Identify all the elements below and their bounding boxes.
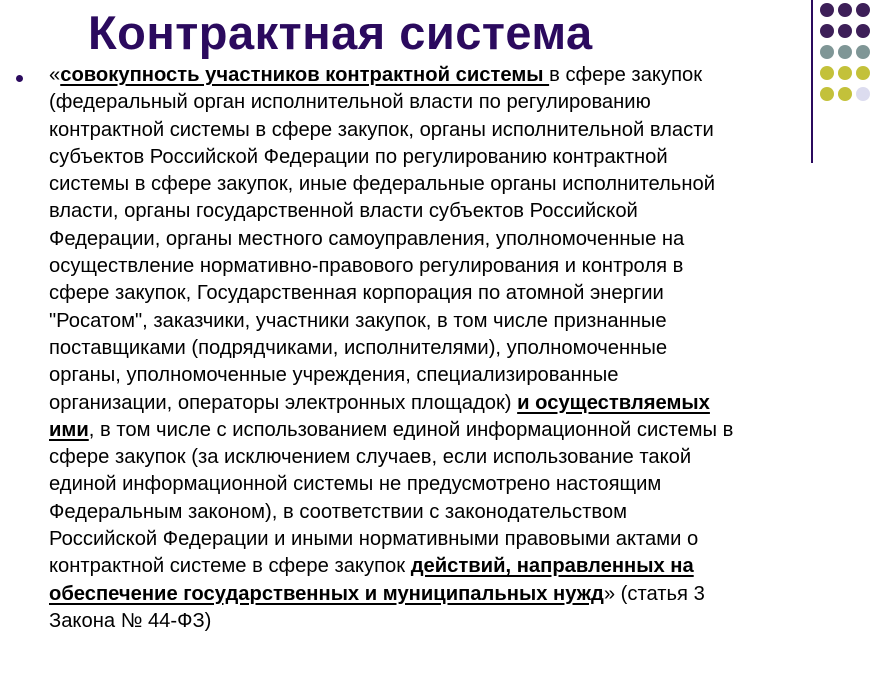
text-segment: Федеральным законом), в соответствии с законодательством (49, 500, 627, 523)
text-line (49, 89, 870, 116)
bullet-point-icon (16, 75, 23, 82)
text-segment: Закона № 44-ФЗ) (49, 609, 212, 632)
text-segment: поставщиками (подрядчиками, исполнителями), уполномоченные (49, 336, 668, 359)
text-line (49, 499, 870, 526)
decor-dot-purple (820, 3, 834, 17)
emphasized-phrase: обеспечение государственных и муниципальных нужд (49, 582, 604, 605)
text-segment: в сфере закупок (549, 64, 703, 86)
text-segment: « (49, 64, 61, 86)
text-line (49, 362, 870, 389)
text-line (49, 280, 870, 307)
text-segment: контрактной системе в сфере закупок (49, 555, 411, 578)
text-line (49, 62, 870, 89)
decor-dot-purple (838, 24, 852, 38)
decor-dot-purple (856, 24, 870, 38)
decor-dot-purple (838, 3, 852, 17)
text-segment: Российской Федерации и иными нормативными правовыми актами о (49, 528, 699, 551)
decor-dot-gray (838, 45, 852, 59)
text-segment: Федерации, органы местного самоуправления, уполномоченные на (49, 227, 685, 250)
text-line (49, 144, 870, 171)
text-line (49, 226, 870, 253)
text-line (49, 308, 870, 335)
text-line (49, 471, 870, 498)
decor-dot-gray (820, 45, 834, 59)
decor-dot-gray (856, 45, 870, 59)
text-segment: "Росатом", заказчики, участники закупок, в том числе признанные (49, 309, 667, 332)
text-segment: сфере закупок, Государственная корпорация по атомной энергии (49, 282, 664, 305)
emphasized-phrase: совокупность участников контрактной системы (60, 64, 550, 86)
emphasized-phrase: ими (49, 418, 89, 441)
text-line (49, 335, 870, 362)
decor-dot-purple (856, 3, 870, 17)
text-segment: организации, операторы электронных площадок) (49, 391, 518, 414)
text-segment: осуществление нормативно-правового регулирования и контроля в (49, 255, 684, 278)
text-segment: органы, уполномоченные учреждения, специализированные (49, 364, 619, 387)
text-segment: (федеральный орган исполнительной власти по регулированию (49, 91, 651, 114)
emphasized-phrase: и осуществляемых (517, 391, 710, 414)
emphasized-phrase: действий, направленных на (410, 555, 694, 578)
text-line (49, 444, 870, 471)
text-line (49, 526, 870, 553)
text-segment: единой информационной системы не предусмотрено настоящим (49, 473, 662, 496)
text-line (49, 417, 870, 444)
text-segment: системы в сфере закупок, иные федеральные органы исполнительной (49, 173, 715, 196)
text-line (49, 608, 870, 635)
text-segment: субъектов Российской Федерации по регулированию контрактной (49, 145, 668, 168)
text-segment: , в том числе с использованием единой информационной системы в (88, 418, 734, 441)
definition-text (49, 62, 870, 635)
text-segment: » (статья 3 (603, 582, 705, 605)
text-line (49, 253, 870, 280)
text-line (49, 553, 870, 580)
decor-dot-purple (820, 24, 834, 38)
text-line (49, 198, 870, 225)
slide-title: Контрактная система (88, 6, 593, 59)
text-segment: контрактной системы в сфере закупок, органы исполнительной власти (49, 118, 714, 141)
text-line (49, 581, 870, 608)
text-line (49, 390, 870, 417)
text-segment: сфере закупок (за исключением случаев, если использование такой (49, 446, 692, 469)
text-line (49, 171, 870, 198)
text-segment: власти, органы государственной власти субъектов Российской (49, 200, 638, 223)
text-line (49, 117, 870, 144)
